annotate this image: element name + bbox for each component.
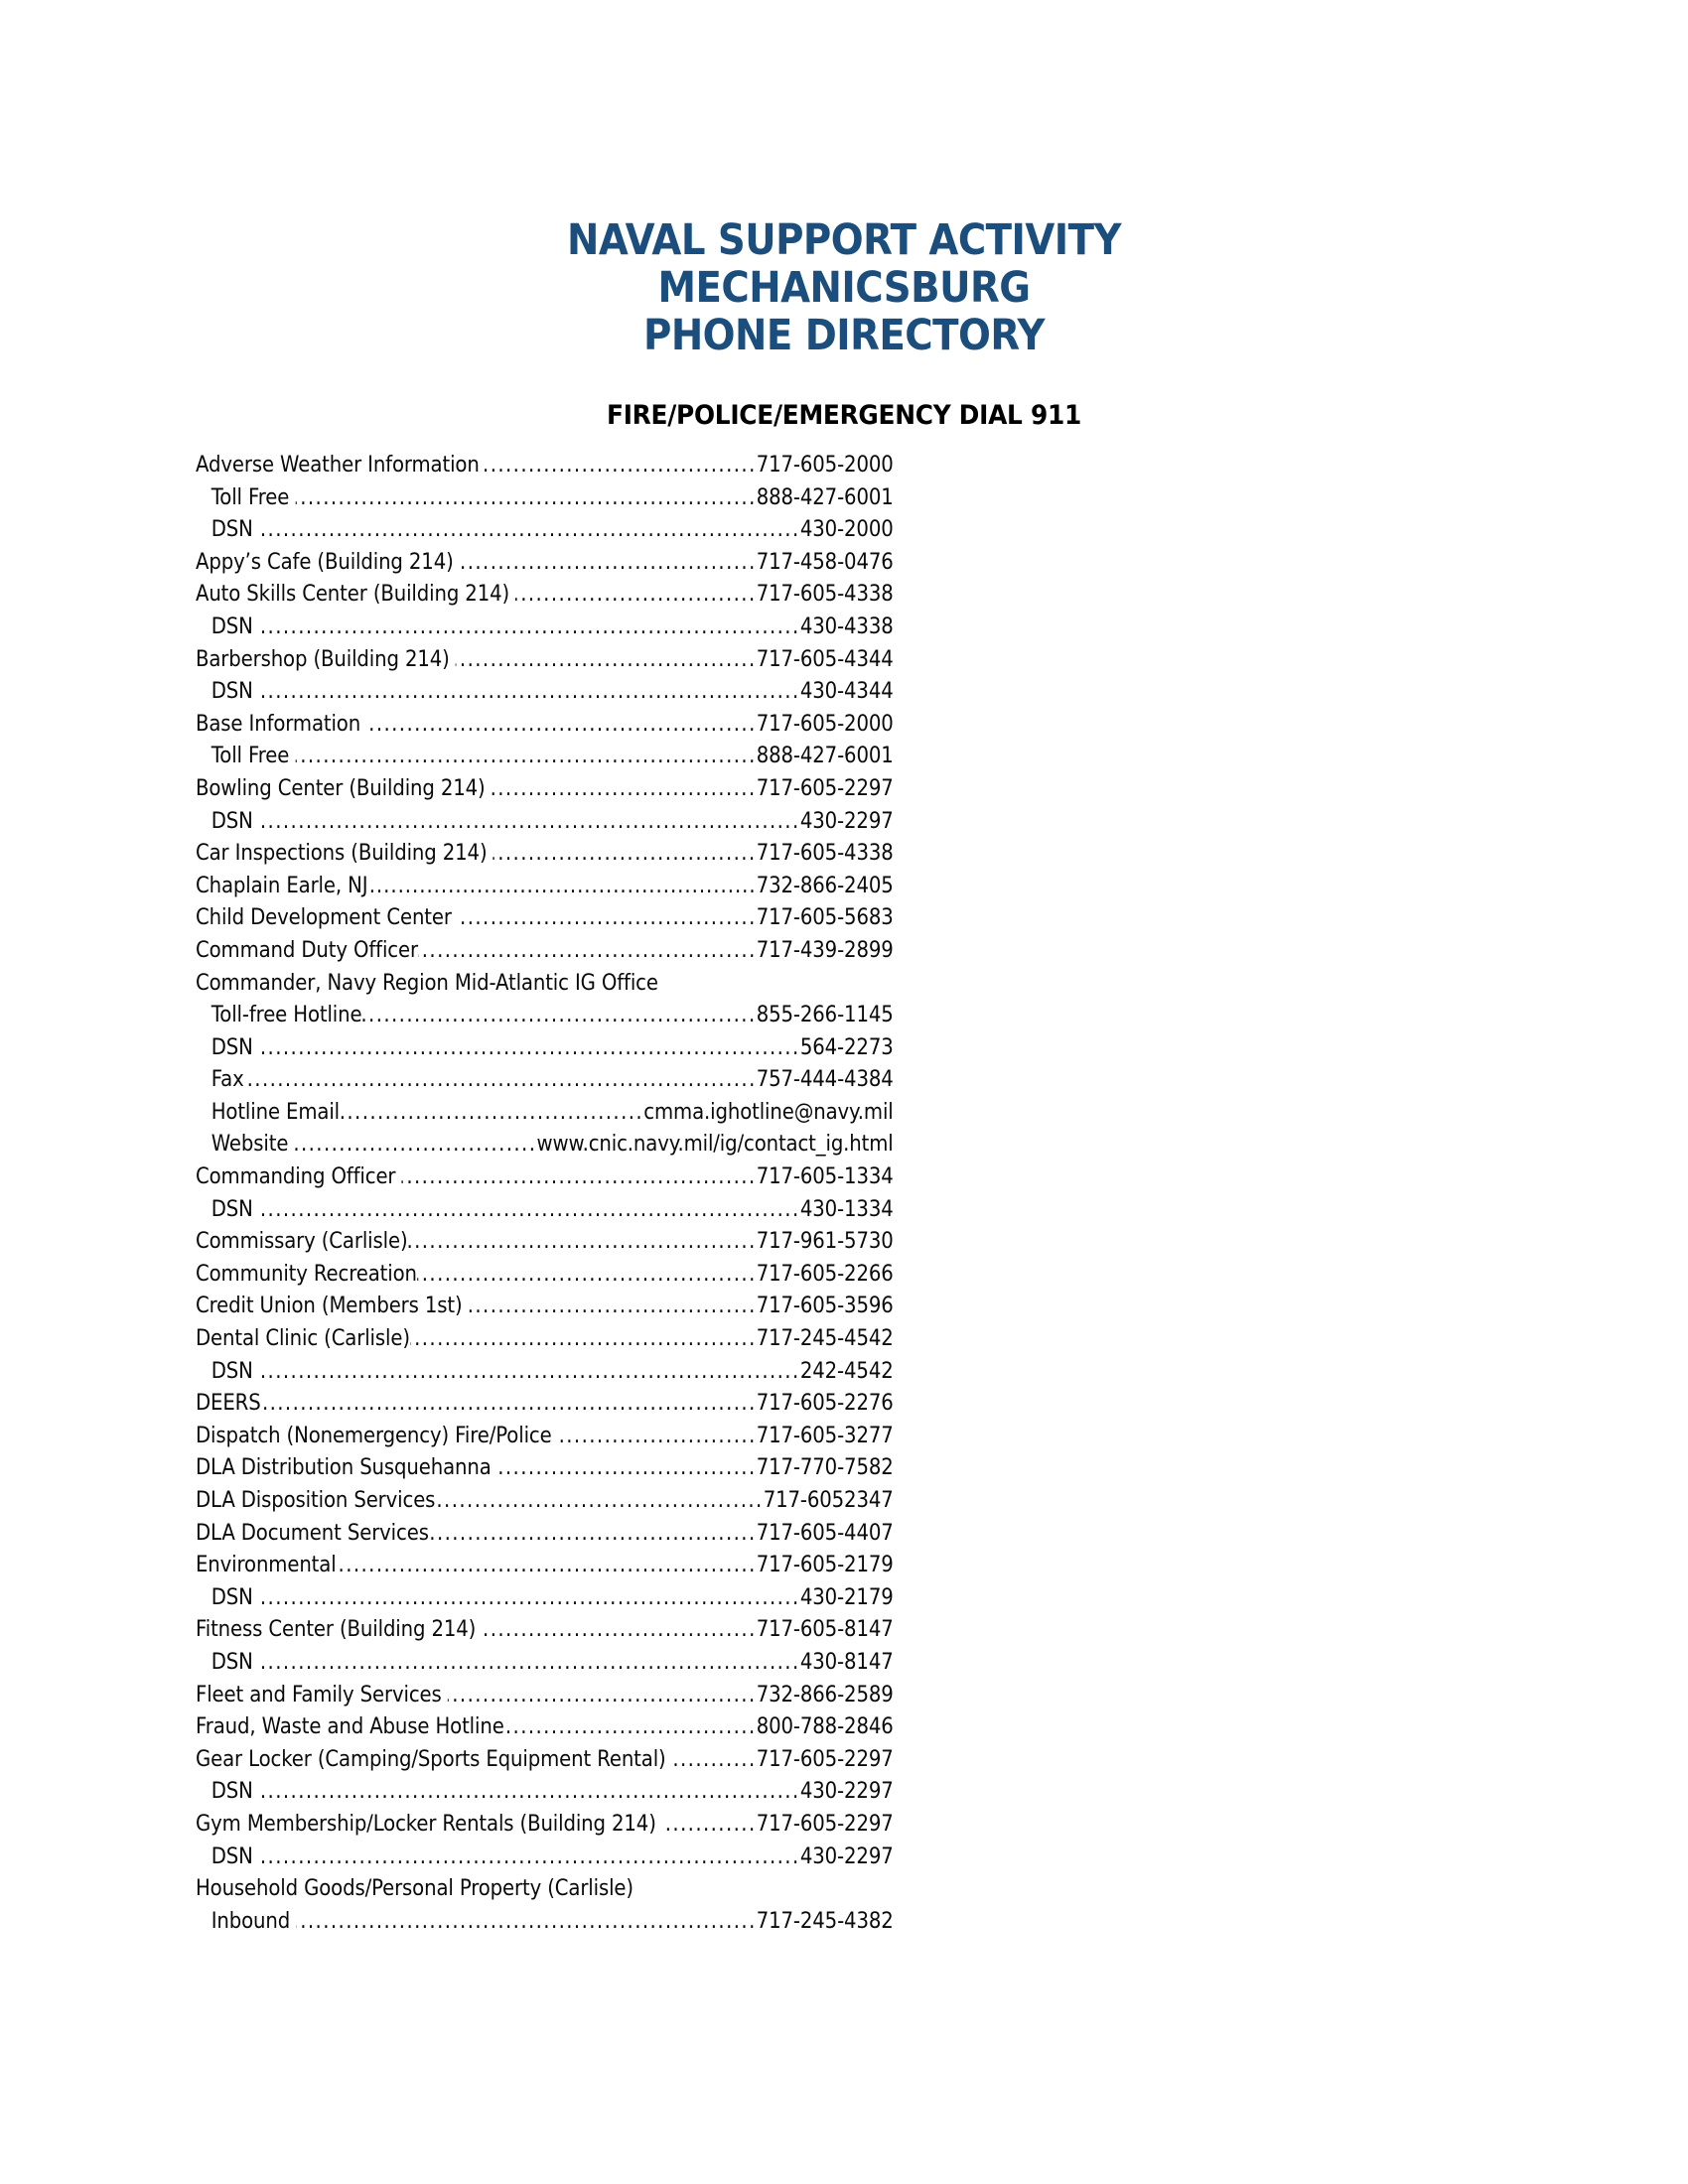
entry-label: Barbershop (Building 214)	[196, 645, 450, 672]
entry-label: Commander, Navy Region Mid-Atlantic IG Office	[196, 969, 658, 996]
directory-entry	[196, 1160, 894, 1193]
entry-label: Hotline Email	[211, 1098, 341, 1125]
dot-leader	[497, 1456, 757, 1479]
entry-value: 717-605-3596	[756, 1293, 894, 1319]
directory-entry	[196, 1225, 894, 1258]
directory-entry	[196, 837, 894, 870]
directory-entry	[196, 481, 894, 514]
entry-label: Adverse Weather Information	[196, 452, 480, 478]
entry-value: 717-605-2000	[756, 452, 894, 478]
directory-entry	[196, 1355, 894, 1388]
dot-leader	[408, 1230, 757, 1253]
entry-label: DSN	[211, 1033, 253, 1060]
entry-value: 800-788-2846	[756, 1713, 894, 1740]
entry-label: Household Goods/Personal Property (Carlisle)	[196, 1875, 633, 1902]
directory-entry	[196, 1031, 894, 1064]
entry-value: 430-4344	[799, 678, 894, 705]
dot-leader	[259, 680, 800, 703]
directory-entry	[196, 934, 894, 967]
entry-label: Toll Free	[211, 743, 290, 769]
dot-leader	[259, 615, 800, 638]
directory-entry	[196, 708, 894, 741]
entry-value: 888-427-6001	[756, 743, 894, 769]
directory-entry	[196, 1258, 894, 1291]
directory-entry	[196, 1679, 894, 1711]
entry-label: Command Duty Officer	[196, 936, 418, 963]
dot-leader	[294, 1133, 536, 1156]
dot-leader	[417, 1263, 757, 1286]
dot-leader	[295, 486, 756, 509]
entry-value: 717-439-2899	[756, 936, 894, 963]
dot-leader	[259, 1845, 800, 1868]
dot-leader	[261, 1392, 757, 1415]
directory-entry	[196, 870, 894, 902]
dot-leader	[367, 875, 756, 897]
entry-label: DSN	[211, 1778, 253, 1805]
directory-entry	[196, 611, 894, 643]
entry-value: 717-245-4382	[756, 1907, 894, 1934]
dot-leader	[492, 777, 757, 800]
dot-leader	[259, 1586, 800, 1609]
entry-label: Fleet and Family Services	[196, 1681, 442, 1707]
entry-value: 430-2179	[799, 1583, 894, 1610]
title-line-1: NAVAL SUPPORT ACTIVITY	[566, 215, 1122, 265]
dot-leader	[402, 1165, 757, 1188]
dot-leader	[259, 810, 800, 833]
directory-entry	[196, 1128, 894, 1160]
dot-leader	[295, 745, 756, 767]
entry-label: Child Development Center	[196, 904, 452, 931]
dot-leader	[504, 1715, 757, 1738]
dot-leader	[340, 1101, 643, 1124]
document-title	[0, 216, 1688, 359]
dot-leader	[259, 1036, 800, 1059]
entry-label: Fax	[211, 1066, 244, 1093]
directory-entry	[196, 1290, 894, 1322]
dot-leader	[410, 1327, 757, 1350]
dot-leader	[633, 1873, 894, 1896]
entry-label: DSN	[211, 678, 253, 705]
entry-label: Dispatch (Nonemergency) Fire/Police	[196, 1422, 552, 1448]
entry-value: 717-605-8147	[756, 1616, 894, 1643]
entry-value: 430-2000	[799, 516, 894, 543]
dot-leader	[662, 1813, 757, 1836]
directory-entry	[196, 1420, 894, 1452]
directory-entry	[196, 513, 894, 546]
entry-label: Gear Locker (Camping/Sports Equipment Rental)	[196, 1745, 666, 1772]
directory-entry	[196, 1775, 894, 1808]
directory-entry	[196, 449, 894, 481]
dot-leader	[448, 1684, 757, 1706]
entry-label: Gym Membership/Locker Rentals (Building 214)	[196, 1810, 656, 1837]
entry-value: 717-605-1334	[756, 1163, 894, 1190]
entry-label: DSN	[211, 1843, 253, 1869]
entry-label: Fraud, Waste and Abuse Hotline	[196, 1713, 504, 1740]
entry-label: Credit Union (Members 1st)	[196, 1293, 463, 1319]
dot-leader	[259, 518, 800, 541]
directory-entry	[196, 1517, 894, 1550]
directory-entry	[196, 1322, 894, 1355]
directory-entry	[196, 1387, 894, 1420]
dot-leader	[558, 1425, 757, 1447]
dot-leader	[361, 1004, 756, 1026]
entry-value: 732-866-2589	[756, 1681, 894, 1707]
directory-entry	[196, 578, 894, 611]
title-line-2: MECHANICSBURG	[657, 263, 1031, 313]
dot-leader	[658, 967, 894, 990]
entry-label: Base Information	[196, 710, 361, 737]
entry-value: 855-266-1145	[756, 1002, 894, 1028]
entry-label: DLA Document Services	[196, 1519, 429, 1546]
entry-value: 717-605-4338	[756, 581, 894, 608]
entry-value: 717-605-4407	[756, 1519, 894, 1546]
dot-leader	[259, 1360, 800, 1383]
entry-value: 717-605-2179	[756, 1552, 894, 1578]
entry-label: DLA Distribution Susquehanna	[196, 1454, 492, 1481]
dot-leader	[366, 713, 757, 736]
entry-label: Environmental	[196, 1552, 337, 1578]
entry-value: 430-8147	[799, 1648, 894, 1675]
entry-value: www.cnic.navy.mil/ig/contact_ig.html	[536, 1131, 894, 1158]
dot-leader	[429, 1522, 757, 1545]
entry-label: Website	[211, 1131, 289, 1158]
dot-leader	[480, 454, 757, 477]
entry-label: DSN	[211, 516, 253, 543]
entry-value: 430-2297	[799, 1843, 894, 1869]
dot-leader	[418, 939, 757, 962]
directory-entry	[196, 643, 894, 676]
entry-value: 430-1334	[799, 1195, 894, 1222]
dot-leader	[435, 1489, 763, 1512]
entry-label: Auto Skills Center (Building 214)	[196, 581, 510, 608]
directory-entry	[196, 999, 894, 1031]
dot-leader	[672, 1748, 757, 1771]
directory-entry	[196, 1063, 894, 1096]
entry-value: 717-961-5730	[756, 1228, 894, 1255]
dot-leader	[259, 1651, 800, 1674]
entry-label: Dental Clinic (Carlisle)	[196, 1325, 410, 1352]
entry-label: DLA Disposition Services	[196, 1487, 436, 1513]
dot-leader	[460, 551, 757, 574]
directory-entry	[196, 1484, 894, 1517]
dot-leader	[482, 1618, 756, 1641]
entry-label: Inbound	[211, 1907, 291, 1934]
entry-label: DSN	[211, 807, 253, 834]
directory-entry	[196, 1872, 894, 1905]
dot-leader	[456, 648, 757, 671]
dot-leader	[259, 1198, 800, 1221]
entry-value: 717-605-4344	[756, 645, 894, 672]
dot-leader	[296, 1910, 756, 1933]
entry-label: DSN	[211, 613, 253, 639]
entry-value: 717-605-2297	[756, 774, 894, 801]
entry-label: Appy’s Cafe (Building 214)	[196, 548, 454, 575]
directory-entry	[196, 546, 894, 579]
entry-label: Fitness Center (Building 214)	[196, 1616, 477, 1643]
phone-directory-list	[196, 449, 894, 1937]
entry-value: 757-444-4384	[756, 1066, 894, 1093]
entry-label: DSN	[211, 1357, 253, 1384]
entry-label: Community Recreation	[196, 1260, 417, 1287]
entry-value: 717-605-2297	[756, 1745, 894, 1772]
directory-entry	[196, 901, 894, 934]
directory-entry	[196, 1646, 894, 1679]
entry-value: 717-605-2266	[756, 1260, 894, 1287]
entry-label: Toll Free	[211, 483, 290, 510]
entry-label: Commanding Officer	[196, 1163, 396, 1190]
entry-label: DSN	[211, 1583, 253, 1610]
entry-value: cmma.ighotline@navy.mil	[643, 1098, 894, 1125]
directory-entry	[196, 675, 894, 708]
directory-entry	[196, 1710, 894, 1743]
directory-entry	[196, 1096, 894, 1129]
dot-leader	[458, 906, 757, 929]
entry-value: 430-2297	[799, 1778, 894, 1805]
directory-entry	[196, 1613, 894, 1646]
entry-value: 717-605-2297	[756, 1810, 894, 1837]
directory-entry	[196, 1193, 894, 1226]
dot-leader	[259, 1780, 800, 1803]
entry-label: Commissary (Carlisle)	[196, 1228, 408, 1255]
entry-value: 732-866-2405	[756, 872, 894, 898]
entry-value: 717-605-5683	[756, 904, 894, 931]
entry-value: 717-605-4338	[756, 840, 894, 867]
entry-value: 430-4338	[799, 613, 894, 639]
entry-value: 717-605-2276	[756, 1390, 894, 1417]
entry-value: 717-605-2000	[756, 710, 894, 737]
directory-entry	[196, 1549, 894, 1581]
entry-label: Bowling Center (Building 214)	[196, 774, 486, 801]
directory-entry	[196, 740, 894, 772]
entry-value: 242-4542	[799, 1357, 894, 1384]
emergency-subtitle: FIRE/POLICE/EMERGENCY DIAL 911	[607, 400, 1081, 431]
dot-leader	[515, 583, 757, 606]
title-line-3: PHONE DIRECTORY	[642, 311, 1046, 360]
directory-entry	[196, 1841, 894, 1873]
entry-value: 430-2297	[799, 807, 894, 834]
entry-value: 717-6052347	[763, 1487, 894, 1513]
directory-entry	[196, 1743, 894, 1776]
entry-label: Car Inspections (Building 214)	[196, 840, 488, 867]
directory-entry	[196, 772, 894, 805]
directory-entry	[196, 1808, 894, 1841]
directory-entry	[196, 1581, 894, 1614]
dot-leader	[469, 1295, 757, 1317]
entry-label: DSN	[211, 1195, 253, 1222]
entry-label: DEERS	[196, 1390, 261, 1417]
directory-entry	[196, 967, 894, 1000]
entry-label: DSN	[211, 1648, 253, 1675]
entry-value: 717-245-4542	[756, 1325, 894, 1352]
directory-entry	[196, 1451, 894, 1484]
entry-label: Chaplain Earle, NJ	[196, 872, 368, 898]
entry-value: 564-2273	[799, 1033, 894, 1060]
entry-value: 717-605-3277	[756, 1422, 894, 1448]
dot-leader	[493, 842, 757, 865]
dot-leader	[337, 1554, 757, 1576]
entry-label: Toll-free Hotline	[211, 1002, 362, 1028]
entry-value: 717-458-0476	[756, 548, 894, 575]
entry-value: 717-770-7582	[756, 1454, 894, 1481]
directory-entry	[196, 1905, 894, 1938]
entry-value: 888-427-6001	[756, 483, 894, 510]
directory-entry	[196, 805, 894, 838]
dot-leader	[244, 1068, 757, 1091]
